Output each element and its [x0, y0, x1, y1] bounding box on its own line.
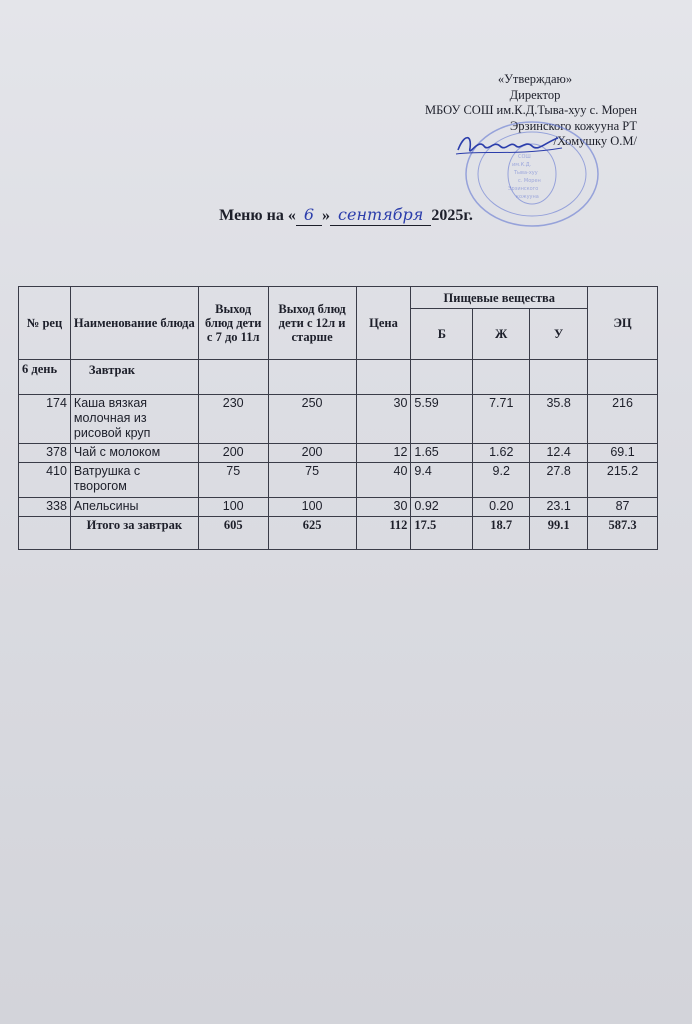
empty-cell	[473, 360, 530, 395]
table-row	[19, 395, 658, 444]
approval-school: МБОУ СОШ им.К.Д.Тыва-хуу с. Морен	[424, 103, 637, 117]
row-zh: 7.71	[473, 395, 530, 444]
empty-cell	[530, 360, 588, 395]
header-rec: № рец	[19, 287, 71, 360]
total-out12: 625	[268, 517, 356, 550]
table-row	[19, 498, 658, 517]
row-name: Чай с молоком	[70, 444, 198, 463]
header-b: Б	[411, 309, 473, 360]
approval-director-name: /Хомушку О.М/	[553, 134, 637, 148]
svg-text:с. Морен: с. Морен	[518, 178, 541, 184]
row-u: 12.4	[530, 444, 588, 463]
title-mid: »	[322, 207, 331, 224]
empty-cell	[19, 517, 71, 550]
empty-cell	[356, 360, 411, 395]
total-b: 17.5	[411, 517, 473, 550]
header-ec: ЭЦ	[588, 287, 658, 360]
total-out7: 605	[198, 517, 268, 550]
svg-text:им.К.Д.: им.К.Д.	[512, 162, 532, 168]
svg-text:СОШ: СОШ	[518, 154, 531, 160]
empty-cell	[411, 360, 473, 395]
row-rec: 378	[19, 444, 71, 463]
header-name: Наименование блюда	[70, 287, 198, 360]
approval-position: Директор	[509, 87, 561, 102]
row-price: 12	[356, 444, 411, 463]
total-label: Итого за завтрак	[70, 517, 198, 550]
signature-icon	[454, 128, 564, 164]
row-rec: 338	[19, 498, 71, 517]
title-suffix: 2025г.	[431, 207, 473, 224]
header-nutrients: Пищевые вещества	[411, 287, 588, 309]
header-price: Цена	[356, 287, 411, 360]
row-rec: 410	[19, 463, 71, 498]
row-price: 30	[356, 498, 411, 517]
total-zh: 18.7	[473, 517, 530, 550]
total-u: 99.1	[530, 517, 588, 550]
menu-table	[18, 286, 658, 550]
row-ec: 216	[588, 395, 658, 444]
svg-text:кожууна: кожууна	[516, 194, 539, 200]
row-b: 1.65	[411, 444, 473, 463]
title-month: сентября	[338, 205, 424, 224]
approval-heading: «Утверждаю»	[497, 72, 573, 86]
header-u: У	[530, 309, 588, 360]
section-row	[19, 360, 658, 395]
row-out12: 100	[268, 498, 356, 517]
empty-cell	[268, 360, 356, 395]
title-day: 6	[303, 205, 315, 224]
row-zh: 9.2	[473, 463, 530, 498]
menu-title	[0, 205, 692, 226]
header-zh: Ж	[473, 309, 530, 360]
row-b: 0.92	[411, 498, 473, 517]
row-u: 27.8	[530, 463, 588, 498]
total-ec: 587.3	[588, 517, 658, 550]
header-out12: Выход блюд дети с 12л и старше	[268, 287, 356, 360]
total-price: 112	[356, 517, 411, 550]
row-b: 9.4	[411, 463, 473, 498]
empty-cell	[198, 360, 268, 395]
svg-text:Эрзинского: Эрзинского	[508, 186, 539, 192]
section-meal: Завтрак	[70, 360, 198, 395]
row-name: Апельсины	[70, 498, 198, 517]
total-row	[19, 517, 658, 550]
row-out7: 200	[198, 444, 268, 463]
header-row	[19, 287, 658, 309]
title-day-field	[296, 205, 322, 226]
row-zh: 0.20	[473, 498, 530, 517]
table-row	[19, 463, 658, 498]
row-price: 40	[356, 463, 411, 498]
row-ec: 69.1	[588, 444, 658, 463]
row-zh: 1.62	[473, 444, 530, 463]
row-out7: 75	[198, 463, 268, 498]
row-u: 23.1	[530, 498, 588, 517]
row-out7: 230	[198, 395, 268, 444]
row-out12: 250	[268, 395, 356, 444]
title-month-field	[330, 205, 431, 226]
row-ec: 215.2	[588, 463, 658, 498]
row-name: Каша вязкая молочная из рисовой круп	[70, 395, 198, 444]
row-name: Ватрушка с творогом	[70, 463, 198, 498]
header-out7: Выход блюд дети с 7 до 11л	[198, 287, 268, 360]
section-day: 6 день	[19, 360, 71, 395]
row-ec: 87	[588, 498, 658, 517]
table-row	[19, 444, 658, 463]
row-out12: 200	[268, 444, 356, 463]
svg-text:Тыва-хуу: Тыва-хуу	[514, 170, 538, 176]
row-out12: 75	[268, 463, 356, 498]
row-out7: 100	[198, 498, 268, 517]
row-rec: 174	[19, 395, 71, 444]
row-b: 5.59	[411, 395, 473, 444]
empty-cell	[588, 360, 658, 395]
title-prefix: Меню на «	[219, 207, 296, 224]
approval-district: Эрзинского кожууна РТ	[509, 118, 637, 133]
row-u: 35.8	[530, 395, 588, 444]
row-price: 30	[356, 395, 411, 444]
